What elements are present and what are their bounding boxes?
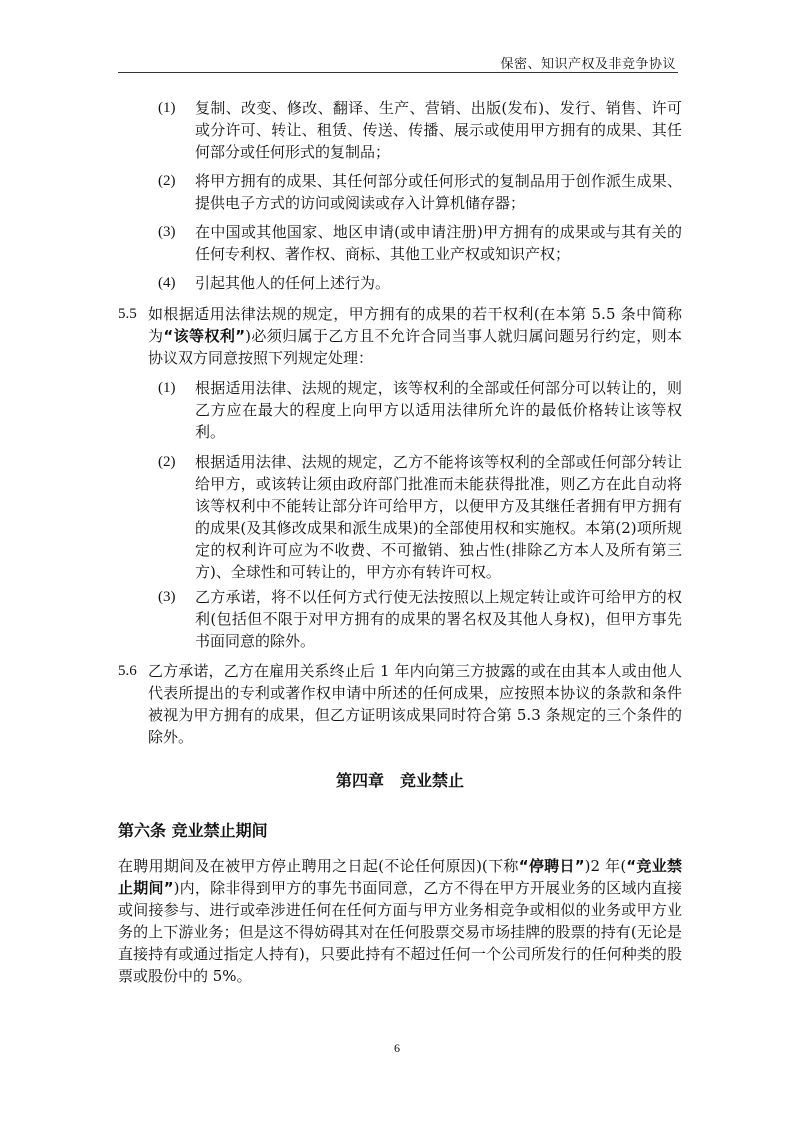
- defined-term: “该等权利”: [163, 327, 246, 345]
- list-item-text: 在中国或其他国家、地区申请(或申请注册)甲方拥有的成果或与其有关的任何专利权、著作权、商标、其他工业产权或知识产权；: [195, 223, 682, 263]
- list-item: [158, 586, 682, 652]
- list-item-text: 根据适用法律、法规的规定，该等权利的全部或任何部分可以转让的，则乙方应在最大的程度上向甲方以适用法律所允许的最低价格转让该等权利。: [195, 379, 682, 441]
- clause-number: 5.6: [118, 663, 137, 679]
- clause-text: 乙方承诺，乙方在雇用关系终止后 1 年内向第三方披露的或在由其本人或由他人代表所提出的专利或著作权申请中所述的任何成果，应按照本协议的条款和条件被视为甲方拥有的成果，但乙方证明该成果同时符合第 5.3 条规定的三个条件的除外。: [148, 662, 682, 746]
- article-heading: 第六条 竞业禁止期间: [118, 821, 268, 840]
- list-item-text: 根据适用法律、法规的规定，乙方不能将该等权利的全部或任何部分转让给甲方，或该转让须由政府部门批准而未能获得批准，则乙方在此自动将该等权利中不能转让部分许可给甲方，以便甲方及其继任者拥有甲方拥有的成果(及其修改成果和派生成果)的全部使用权和实施权。本第(2)项所规定的权利许可应为不收费、不可撤销、独占性(排除乙方本人及所有第三方)、全球性和可转让的，甲方亦有转许可权。: [195, 453, 682, 581]
- list-item-number: (3): [158, 224, 176, 240]
- list-item: [158, 377, 682, 443]
- header-rule: [118, 72, 678, 73]
- list-item: [158, 272, 682, 294]
- list-item-number: (2): [158, 454, 176, 470]
- list-item-number: (1): [158, 380, 176, 396]
- clause-text: [148, 303, 682, 369]
- list-item-text: 复制、改变、修改、翻译、生产、营销、出版(发布)、发行、销售、许可或分许可、转让、租赁、传送、传播、展示或使用甲方拥有的成果、其任何部分或任何形式的复制品；: [195, 99, 682, 161]
- page-number: 6: [394, 1041, 400, 1055]
- body-paragraph: [118, 855, 682, 987]
- list-item: [158, 97, 682, 163]
- list-item: [158, 451, 682, 583]
- clause-text-part: )必须归属于乙方且不允许合同当事人就归属问题另行约定，则本协议双方同意按照下列规定处理：: [148, 327, 683, 367]
- list-item-number: (1): [158, 100, 176, 116]
- running-header: 保密、知识产权及非竞争协议: [500, 57, 676, 72]
- list-item: [158, 170, 682, 214]
- list-item-text: 将甲方拥有的成果、其任何部分或任何形式的复制品用于创作派生成果、提供电子方式的访问或阅读或存入计算机储存器；: [195, 172, 682, 212]
- list-item-number: (4): [158, 275, 176, 291]
- paragraph-text-part: )内，除非得到甲方的事先书面同意，乙方不得在甲方开展业务的区域内直接或间接参与、进行或牵涉进任何在任何方面与甲方业务相竞争或相似的业务或甲方业务的上下游业务；但是这不得妨碍其对在任何股票交易市场挂牌的股票的持有(无论是直接持有或通过指定人持有)，只要此持有不超过任何一个公司所发行的任何种类的股票或股份中的 5%。: [118, 879, 683, 985]
- clause-5-6: [118, 660, 682, 748]
- list-item-text: 引起其他人的任何上述行为。: [195, 274, 391, 292]
- clause-text-part: 如根据适用法律法规的规定，甲方拥有的成果的若干权利(在本第 5.5 条中简称为: [148, 305, 682, 345]
- defined-term: “竞业禁止期间”: [118, 857, 682, 897]
- list-item-number: (3): [158, 589, 176, 605]
- defined-term: “停聘日”: [518, 857, 585, 875]
- paragraph-text-part: 在聘用期间及在被甲方停止聘用之日起(不论任何原因)(下称: [118, 857, 519, 875]
- list-item: [158, 221, 682, 265]
- paragraph-text-part: )2 年(: [584, 857, 627, 875]
- clause-number: 5.5: [118, 306, 137, 322]
- list-item-text: 乙方承诺，将不以任何方式行使无法按照以上规定转让或许可给甲方的权利(包括但不限于对甲方拥有的成果的署名权及其他人身权)，但甲方事先书面同意的除外。: [195, 588, 682, 650]
- chapter-heading: 第四章 竞业禁止: [335, 771, 464, 790]
- clause-5-5: [118, 303, 682, 369]
- list-item-number: (2): [158, 173, 176, 189]
